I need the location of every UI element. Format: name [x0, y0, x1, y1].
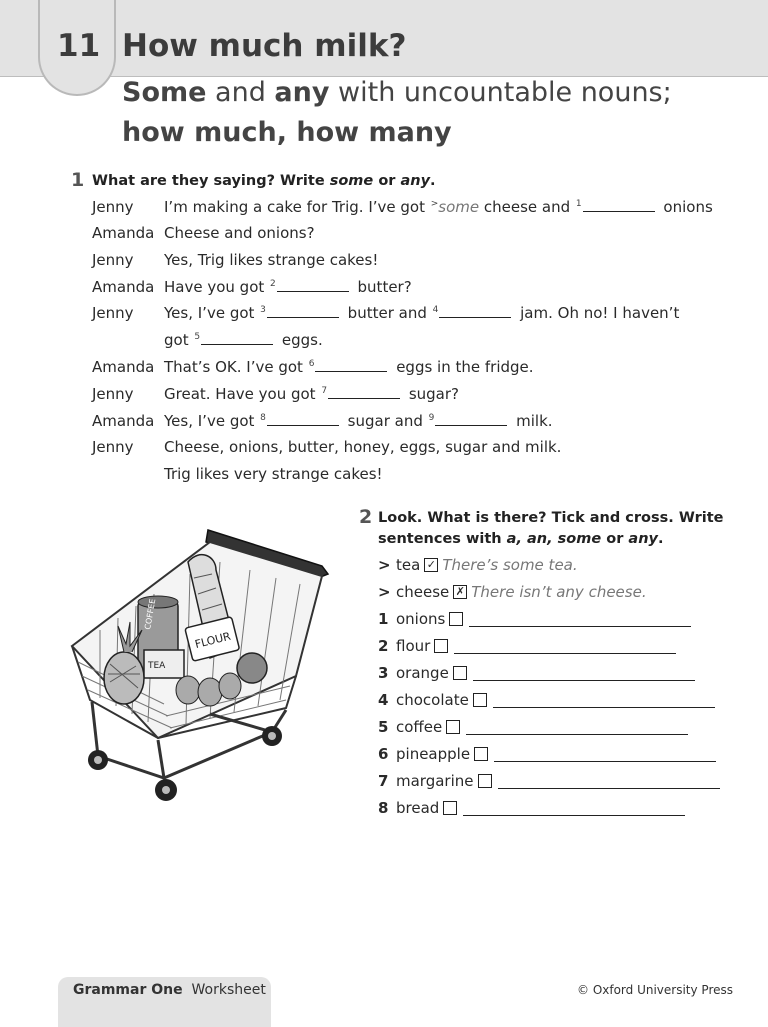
exercise-2-instruction: Look. What is there? Tick and cross. Write sentences with a, an, some or any. [378, 510, 724, 547]
checkbox[interactable] [443, 801, 457, 815]
dialogue-speaker: Amanda [92, 412, 155, 430]
answer-line[interactable] [466, 720, 688, 735]
dialogue-text: That’s OK. I’ve got [164, 358, 308, 376]
blank-number: 8 [260, 413, 266, 423]
dialogue-speaker: Amanda [92, 358, 155, 376]
item-word: bread [396, 799, 440, 817]
answer-blank[interactable] [201, 332, 273, 345]
item-number: 1 [378, 610, 389, 628]
blank-number: 6 [308, 359, 315, 369]
exercise-1-number: 1 [71, 169, 85, 191]
item-word: cheese [396, 583, 450, 601]
answer-blank[interactable] [439, 305, 511, 318]
answer-line[interactable] [494, 747, 716, 762]
blank-number: 7 [321, 386, 328, 396]
checkbox[interactable] [446, 720, 460, 734]
exercise-item [378, 663, 695, 683]
dialogue-line [164, 358, 534, 376]
dialogue-text: sugar? [404, 385, 459, 403]
exercise-item [378, 771, 720, 791]
shopping-cart-illustration [60, 518, 340, 808]
dialogue-text: butter and [342, 304, 432, 322]
example-answer: some [438, 198, 480, 216]
dialogue-line: Trig likes very strange cakes! [164, 465, 383, 483]
item-word: chocolate [396, 691, 469, 709]
dialogue-text: got [164, 331, 194, 349]
example-marker: > [378, 583, 391, 601]
checkbox[interactable] [474, 747, 488, 761]
example-sentence: There isn’t any cheese. [471, 583, 647, 601]
answer-line[interactable] [469, 612, 691, 627]
dialogue-speaker: Jenny [92, 385, 134, 403]
subtitle-line-2: how much, how many [122, 117, 452, 148]
dialogue-speaker: Jenny [92, 304, 134, 322]
dialogue-text: I’m making a cake for Trig. I’ve got [164, 198, 430, 216]
page-title: How much milk? [122, 28, 407, 64]
checkbox[interactable] [473, 693, 487, 707]
item-number: 5 [378, 718, 389, 736]
dialogue-line [164, 278, 412, 296]
dialogue-line [164, 412, 553, 430]
item-word: coffee [396, 718, 443, 736]
dialogue-text: cheese and [479, 198, 575, 216]
answer-blank[interactable] [315, 359, 387, 372]
item-word: margarine [396, 772, 474, 790]
answer-blank[interactable] [267, 305, 339, 318]
example-sentence: There’s some tea. [442, 556, 578, 574]
answer-line[interactable] [463, 801, 685, 816]
dialogue-speaker: Jenny [92, 438, 134, 456]
blank-number: 5 [194, 332, 201, 342]
item-word: flour [396, 637, 431, 655]
dialogue-speaker: Amanda [92, 224, 155, 242]
subtitle-line-1: Some and any with uncountable nouns; [122, 77, 672, 108]
dialogue-speaker: Jenny [92, 198, 134, 216]
checkbox[interactable] [449, 612, 463, 626]
answer-line[interactable] [473, 666, 695, 681]
item-word: tea [396, 556, 421, 574]
copyright: © Oxford University Press [577, 983, 734, 997]
dialogue-line: Yes, Trig likes strange cakes! [164, 251, 379, 269]
dialogue-text: butter? [352, 278, 412, 296]
checkbox[interactable] [434, 639, 448, 653]
exercise-item [378, 690, 715, 710]
blank-number: 9 [428, 413, 435, 423]
example-marker: > [430, 199, 439, 209]
dialogue-text: Great. Have you got [164, 385, 321, 403]
dialogue-line [164, 385, 459, 403]
example-item [378, 555, 578, 575]
dialogue-line: Cheese, onions, butter, honey, eggs, sugar and milk. [164, 438, 562, 456]
dialogue-text: eggs in the fridge. [391, 358, 534, 376]
checkbox[interactable]: ✓ [424, 558, 438, 572]
answer-blank[interactable] [267, 413, 339, 426]
answer-blank[interactable] [435, 413, 507, 426]
exercise-item [378, 744, 716, 764]
dialogue-text: Yes, I’ve got [164, 412, 260, 430]
footer-label: Grammar One Worksheet [73, 982, 266, 998]
coffee-label: COFFEE [143, 598, 158, 631]
dialogue-text: jam. Oh no! I haven’t [515, 304, 680, 322]
dialogue-text: sugar and [342, 412, 428, 430]
exercise-item [378, 798, 685, 818]
answer-blank[interactable] [277, 279, 349, 292]
exercise-item [378, 609, 691, 629]
item-number: 7 [378, 772, 389, 790]
exercise-2-number: 2 [359, 506, 373, 528]
blank-number: 2 [270, 279, 276, 289]
checkbox[interactable]: ✗ [453, 585, 467, 599]
dialogue-line: Cheese and onions? [164, 224, 315, 242]
example-marker: > [378, 556, 391, 574]
exercise-item [378, 717, 688, 737]
answer-blank[interactable] [328, 386, 400, 399]
dialogue-text: Have you got [164, 278, 270, 296]
checkbox[interactable] [453, 666, 467, 680]
dialogue-line [164, 331, 323, 349]
blank-number: 1 [575, 199, 582, 209]
dialogue-text: Yes, I’ve got [164, 304, 260, 322]
dialogue-line [164, 304, 679, 322]
item-word: pineapple [396, 745, 471, 763]
item-number: 8 [378, 799, 389, 817]
example-item [378, 582, 647, 602]
item-number: 6 [378, 745, 389, 763]
blank-number: 4 [432, 305, 439, 315]
unit-number: 11 [57, 28, 101, 64]
item-word: onions [396, 610, 446, 628]
dialogue-text: onions [658, 198, 713, 216]
item-number: 2 [378, 637, 389, 655]
item-number: 3 [378, 664, 389, 682]
dialogue-text: milk. [511, 412, 553, 430]
item-number: 4 [378, 691, 389, 709]
exercise-1-instruction: What are they saying? Write some or any. [92, 173, 436, 189]
dialogue-text: eggs. [277, 331, 323, 349]
dialogue-speaker: Amanda [92, 278, 155, 296]
dialogue-speaker: Jenny [92, 251, 134, 269]
answer-line[interactable] [454, 639, 676, 654]
answer-line[interactable] [493, 693, 715, 708]
answer-line[interactable] [498, 774, 720, 789]
exercise-item [378, 636, 676, 656]
dialogue-line [164, 198, 713, 216]
tea-label: TEA [148, 661, 166, 671]
checkbox[interactable] [478, 774, 492, 788]
flour-label: FLOUR [193, 629, 233, 652]
item-word: orange [396, 664, 449, 682]
answer-blank[interactable] [583, 199, 655, 212]
blank-number: 3 [260, 305, 266, 315]
